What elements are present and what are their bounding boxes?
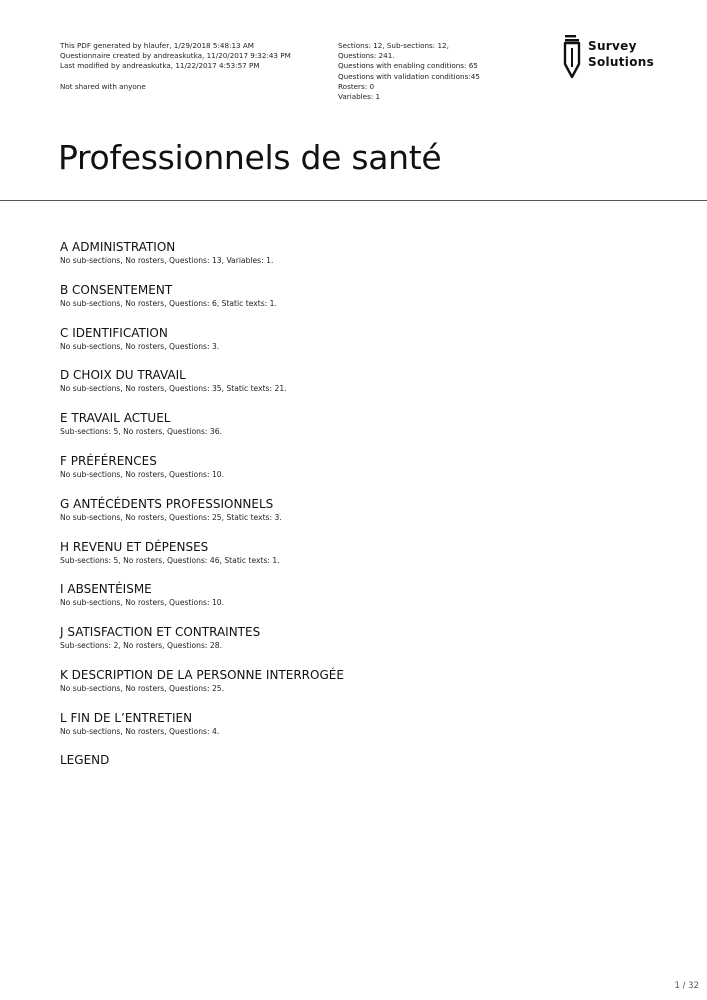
section-item[interactable] bbox=[60, 326, 660, 369]
section-list bbox=[60, 240, 660, 754]
section-item[interactable] bbox=[60, 411, 660, 454]
section-title[interactable]: E TRAVAIL ACTUEL bbox=[60, 411, 171, 426]
modified-by-text: Last modified by andreaskutka, 11/22/2017 4:53:57 PM bbox=[60, 61, 260, 71]
survey-solutions-logo bbox=[562, 34, 672, 80]
section-item[interactable] bbox=[60, 625, 660, 668]
enabling-conditions-text: Questions with enabling conditions: 65 bbox=[338, 61, 478, 71]
logo-text-solutions: Solutions bbox=[588, 54, 655, 69]
variables-count-text: Variables: 1 bbox=[338, 92, 381, 102]
section-summary: No sub-sections, No rosters, Questions: 35, Static texts: 21. bbox=[60, 384, 287, 394]
section-title[interactable]: C IDENTIFICATION bbox=[60, 325, 168, 340]
document-metadata bbox=[60, 41, 330, 92]
section-title[interactable]: B CONSENTEMENT bbox=[60, 282, 173, 297]
sections-count-text: Sections: 12, Sub-sections: 12, bbox=[338, 41, 449, 50]
section-summary: No sub-sections, No rosters, Questions: 10. bbox=[60, 469, 225, 479]
logo-text-survey: Survey bbox=[588, 39, 637, 53]
section-summary: No sub-sections, No rosters, Questions: 25. bbox=[60, 683, 225, 693]
section-item[interactable] bbox=[60, 368, 660, 411]
title-divider bbox=[0, 200, 707, 201]
section-title[interactable]: I ABSENTÉISME bbox=[60, 582, 152, 597]
section-summary: No sub-sections, No rosters, Questions: 10. bbox=[60, 598, 225, 608]
section-title[interactable]: J SATISFACTION ET CONTRAINTES bbox=[60, 625, 261, 640]
created-by-text: Questionnaire created by andreaskutka, 11/20/2017 9:32:43 PM bbox=[60, 51, 291, 61]
section-item[interactable] bbox=[60, 711, 660, 754]
section-item[interactable] bbox=[60, 582, 660, 625]
section-summary: No sub-sections, No rosters, Questions: 4. bbox=[60, 726, 220, 736]
section-title[interactable]: D CHOIX DU TRAVAIL bbox=[60, 368, 186, 383]
section-summary: Sub-sections: 5, No rosters, Questions: 46, Static texts: 1. bbox=[60, 555, 280, 565]
section-title[interactable]: K DESCRIPTION DE LA PERSONNE INTERROGÉE bbox=[60, 667, 344, 682]
section-summary: Sub-sections: 2, No rosters, Questions: 28. bbox=[60, 641, 222, 651]
section-item[interactable] bbox=[60, 497, 660, 540]
pen-nib-icon bbox=[562, 34, 582, 80]
section-item[interactable] bbox=[60, 240, 660, 283]
section-title[interactable]: L FIN DE L’ENTRETIEN bbox=[60, 710, 193, 725]
validation-conditions-text: Questions with validation conditions:45 bbox=[338, 71, 480, 81]
section-item[interactable] bbox=[60, 454, 660, 497]
section-title[interactable]: A ADMINISTRATION bbox=[60, 240, 176, 254]
page-title: Professionnels de santé bbox=[58, 138, 442, 177]
section-summary: No sub-sections, No rosters, Questions: 3. bbox=[60, 341, 220, 351]
section-item[interactable] bbox=[60, 668, 660, 711]
section-summary: No sub-sections, No rosters, Questions: 13, Variables: 1. bbox=[60, 256, 274, 265]
section-item[interactable] bbox=[60, 283, 660, 326]
legend-link[interactable]: LEGEND bbox=[60, 753, 110, 767]
questions-count-text: Questions: 241. bbox=[338, 51, 395, 61]
section-title[interactable]: G ANTÉCÉDENTS PROFESSIONNELS bbox=[60, 496, 274, 511]
section-title[interactable]: H REVENU ET DÉPENSES bbox=[60, 539, 209, 554]
section-summary: No sub-sections, No rosters, Questions: 6, Static texts: 1. bbox=[60, 298, 277, 308]
page-number: 1 / 32 bbox=[674, 981, 699, 991]
section-item[interactable] bbox=[60, 540, 660, 583]
section-summary: No sub-sections, No rosters, Questions: 25, Static texts: 3. bbox=[60, 512, 282, 522]
section-title[interactable]: F PRÉFÉRENCES bbox=[60, 453, 157, 468]
section-summary: Sub-sections: 5, No rosters, Questions: 36. bbox=[60, 427, 222, 437]
generated-by-text: This PDF generated by hlaufer, 1/29/2018 5:48:13 AM bbox=[60, 41, 255, 50]
sharing-status-text: Not shared with anyone bbox=[60, 81, 146, 91]
questionnaire-stats bbox=[338, 41, 538, 102]
rosters-count-text: Rosters: 0 bbox=[338, 81, 375, 91]
